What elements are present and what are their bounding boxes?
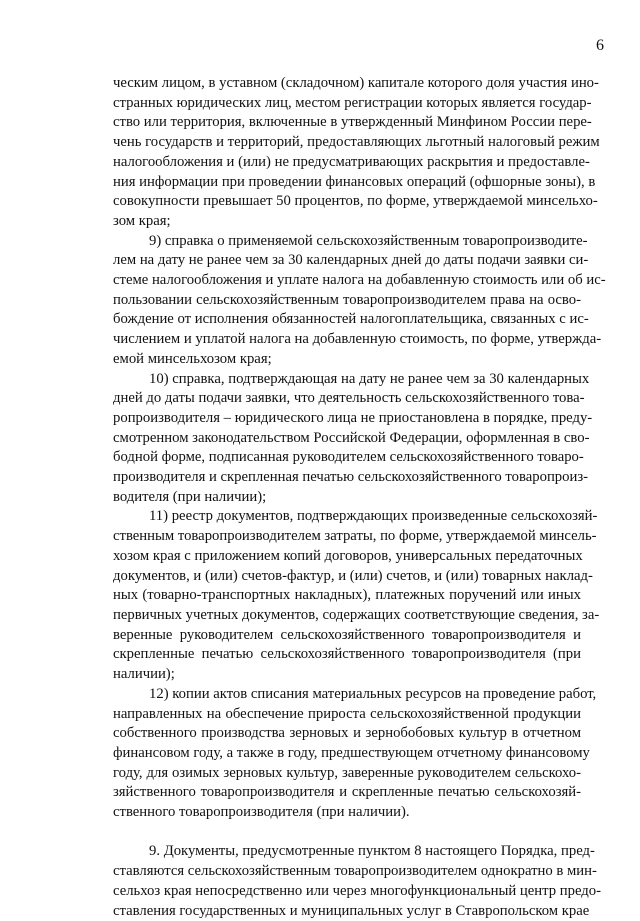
text-line: наличии); <box>113 666 175 683</box>
text-line: числением и уплатой налога на добавленную стоимость, по форме, утвержда- <box>113 331 602 348</box>
text-line: финансовом году, а также в году, предшествующем отчетному финансовому <box>113 744 590 761</box>
text-line: смотренном законодательством Российской Федерации, оформленная в сво- <box>113 429 590 446</box>
text-line: 12) копии актов списания материальных ресурсов на проведение работ, <box>149 685 597 702</box>
text-line: бождение от исполнения обязанностей налогоплательщика, связанных с ис- <box>113 311 589 328</box>
text-line: году, для озимых зерновых культур, заверенные руководителем сельскохо- <box>113 764 581 781</box>
text-line: емой минсельхозом края; <box>113 350 272 367</box>
text-line: ставления государственных и муниципальных услуг в Ставропольском крае <box>113 902 590 919</box>
text-line: собственного производства зерновых и зернобобовых культур в отчетном <box>113 725 581 742</box>
text-line: 11) реестр документов, подтверждающих произведенные сельскохозяй- <box>149 508 598 525</box>
text-line: сельхоз края непосредственно или через многофункциональный центр предо- <box>113 882 602 899</box>
page-number: 6 <box>596 37 604 54</box>
paragraph-point-9 <box>113 842 602 921</box>
text-line: странных юридических лиц, местом регистрации которых является государ- <box>113 94 592 111</box>
text-line: ственного товаропроизводителя (при наличии). <box>113 804 410 821</box>
text-line: 10) справка, подтверждающая на дату не ранее чем за 30 календарных <box>149 370 590 387</box>
paragraph-item-12 <box>113 685 597 823</box>
text-line: зом края; <box>113 212 171 229</box>
text-line: ропроизводителя – юридического лица не приостановлена в порядке, преду- <box>113 409 593 426</box>
text-line: направленных на обеспечение прироста сельскохозяйственной продукции <box>113 705 581 722</box>
text-line: бодной форме, подписанная руководителем сельскохозяйственного товаро- <box>113 449 584 466</box>
text-line: ставляются сельскохозяйственным товаропроизводителем однократно в мин- <box>113 863 597 880</box>
text-line: пользовании сельскохозяйственным товаропроизводителем права на осво- <box>113 291 581 308</box>
text-line: ния информации при проведении финансовых операций (офшорные зоны), в <box>113 173 596 190</box>
text-line: ческим лицом, в уставном (складочном) капитале которого доля участия ино- <box>113 75 599 91</box>
text-line: ных (товарно-транспортных накладных), платежных поручений или иных <box>113 587 581 604</box>
text-line: скрепленные печатью сельскохозяйственного товаропроизводителя (при <box>113 646 581 663</box>
paragraph-item-11 <box>113 507 600 684</box>
paragraph-gap <box>113 823 581 843</box>
text-line: чень государств и территорий, предоставляющих льготный налоговый режим <box>113 134 600 151</box>
paragraph-continuation <box>113 74 600 232</box>
text-line: водителя (при наличии); <box>113 488 267 505</box>
text-line: зяйственного товаропроизводителя и скрепленные печатью сельскохозяй- <box>113 784 581 801</box>
text-line: веренные руководителем сельскохозяйственного товаропроизводителя и <box>113 626 581 643</box>
text-line: ство или территория, включенные в утвержденный Минфином России пере- <box>113 114 592 131</box>
text-line: 9) справка о применяемой сельскохозяйственным товаропроизводите- <box>149 232 588 249</box>
text-line: стеме налогообложения и уплате налога на добавленную стоимость или об ис- <box>113 272 606 289</box>
text-line: совокупности превышает 50 процентов, по форме, утверждаемой минсельхо- <box>113 193 598 210</box>
document-body <box>113 74 606 921</box>
text-line: производителя и скрепленная печатью сельскохозяйственного товаропроиз- <box>113 469 589 486</box>
text-line: хозом края с приложением копий договоров, универсальных передаточных <box>113 547 583 564</box>
paragraph-item-10 <box>113 370 593 508</box>
paragraph-item-9 <box>113 232 606 370</box>
text-line: налогообложения и (или) не предусматривающих раскрытия и предоставле- <box>113 153 590 170</box>
text-line: дней до даты подачи заявки, что деятельность сельскохозяйственного това- <box>113 390 585 407</box>
text-line: ственным товаропроизводителем затраты, по форме, утверждаемой минсель- <box>113 528 597 545</box>
text-line: первичных учетных документов, содержащих соответствующие сведения, за- <box>113 606 600 623</box>
text-line: документов, и (или) счетов-фактур, и (или) счетов, и (или) товарных наклад- <box>113 567 593 584</box>
text-line: лем на дату не ранее чем за 30 календарных дней до даты подачи заявки си- <box>113 252 589 269</box>
text-line: 9. Документы, предусмотренные пунктом 8 настоящего Порядка, пред- <box>149 843 595 860</box>
